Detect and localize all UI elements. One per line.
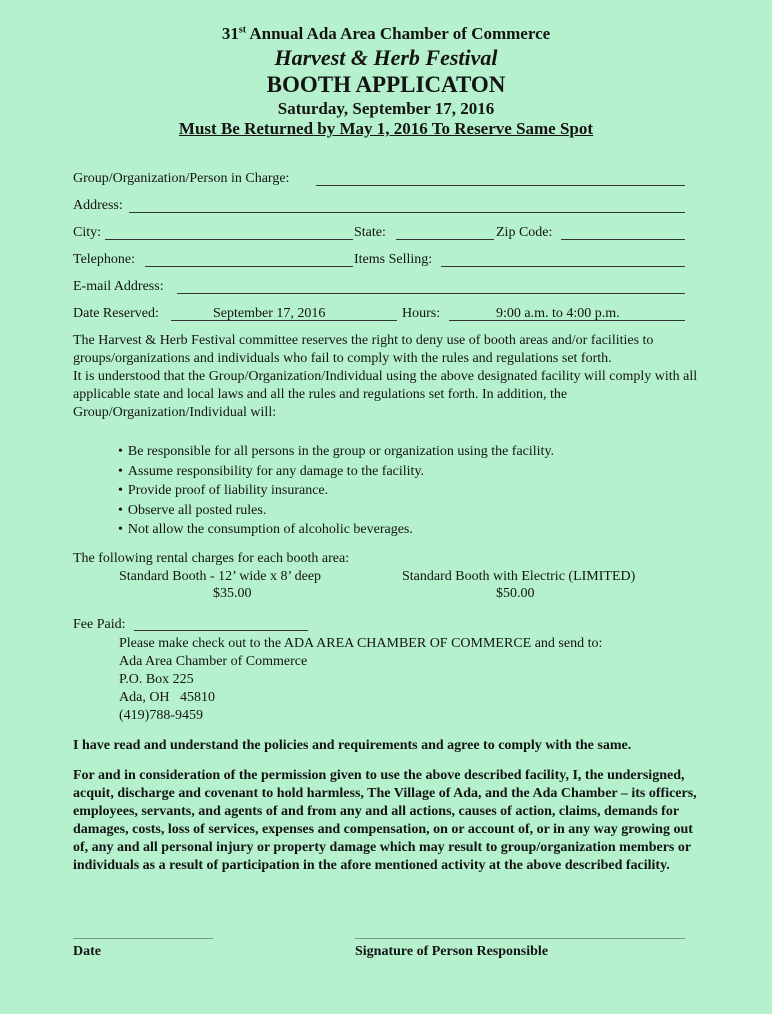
zip-label: Zip Code: bbox=[496, 225, 553, 240]
fee-paid-field[interactable] bbox=[134, 630, 308, 631]
electric-booth-price: $50.00 bbox=[496, 586, 535, 601]
policy-text bbox=[73, 332, 698, 422]
policy-paragraph-rights: The Harvest & Herb Festival committee reserves the right to deny use of booth areas and/or facilities to groups/organizations and individuals who fail to comply with the rules and regulations set forth. bbox=[73, 333, 654, 366]
mailing-address-line: P.O. Box 225 bbox=[119, 672, 194, 687]
event-date: Saturday, September 17, 2016 bbox=[277, 99, 495, 118]
signature-label: Signature of Person Responsible bbox=[355, 944, 549, 959]
city-field[interactable] bbox=[105, 239, 353, 240]
standard-booth-price: $35.00 bbox=[213, 586, 252, 601]
state-label: State: bbox=[354, 225, 386, 240]
annual-ordinal: 31 bbox=[221, 24, 239, 43]
signature-line[interactable] bbox=[355, 938, 685, 939]
chamber-name: Annual Ada Area Chamber of Commerce bbox=[246, 24, 551, 43]
charges-intro: The following rental charges for each booth area: bbox=[73, 551, 350, 566]
address-field[interactable] bbox=[129, 212, 685, 213]
telephone-label: Telephone: bbox=[73, 252, 135, 267]
city-label: City: bbox=[73, 225, 102, 240]
group-label: Group/Organization/Person in Charge: bbox=[73, 171, 290, 186]
state-field[interactable] bbox=[396, 239, 494, 240]
rule-item: • Be responsible for all persons in the group or organization using the facility. bbox=[118, 442, 554, 462]
mailing-address-line: Ada, OH 45810 bbox=[119, 690, 216, 705]
city-state-zip-row bbox=[73, 223, 685, 243]
address-label: Address: bbox=[73, 198, 123, 213]
policy-paragraph-compliance: It is understood that the Group/Organization/Individual using the above designated facility will comply with all applicable state and local laws and all the rules and regulations set forth. In addition, the Group/Organization/Individual will: bbox=[73, 369, 698, 420]
items-selling-label: Items Selling: bbox=[354, 252, 433, 267]
rule-item: • Assume responsibility for any damage to the facility. bbox=[118, 462, 554, 482]
email-row bbox=[73, 277, 685, 297]
chamber-annual-title bbox=[0, 24, 772, 44]
group-row bbox=[73, 169, 685, 189]
group-field[interactable] bbox=[316, 185, 685, 186]
date-reserved-value: September 17, 2016 bbox=[213, 306, 326, 321]
date-signature-line[interactable] bbox=[73, 938, 213, 939]
date-reserved-label: Date Reserved: bbox=[73, 306, 159, 321]
rule-item: • Not allow the consumption of alcoholic beverages. bbox=[118, 520, 554, 540]
payment-instruction: Please make check out to the ADA AREA CHAMBER OF COMMERCE and send to: bbox=[119, 636, 603, 651]
annual-ordinal-suffix: st bbox=[238, 24, 247, 36]
phone-number: (419)788-9459 bbox=[119, 708, 203, 723]
fee-paid-label: Fee Paid: bbox=[73, 617, 126, 632]
return-notice: Must Be Returned by May 1, 2016 To Reserve Same Spot bbox=[178, 119, 594, 138]
mailing-address-line: Ada Area Chamber of Commerce bbox=[119, 654, 308, 669]
items-selling-field[interactable] bbox=[441, 266, 685, 267]
date-signature-label: Date bbox=[73, 944, 101, 959]
rule-item: • Provide proof of liability insurance. bbox=[118, 481, 554, 501]
rules-list bbox=[118, 442, 554, 540]
agreement-statement: I have read and understand the policies and requirements and agree to comply with the same. bbox=[73, 738, 632, 753]
standard-booth-label: Standard Booth - 12’ wide x 8’ deep bbox=[119, 569, 322, 584]
release-statement: For and in consideration of the permission given to use the above described facility, I, the undersigned, acquit, discharge and covenant to hold harmless, The Village of Ada, and the Ada Chamber – its officers, employees, servants, and agents of and from any and all actions, causes of action, claims, demands for damages, costs, loss of services, expenses and compensation, on or account of, or in any way growing out of, any and all personal injury or property damage which may result to group/organization members or individuals as a result of participation in the afore mentioned activity at the above described facility. bbox=[73, 768, 697, 874]
date-hours-row bbox=[73, 304, 685, 324]
telephone-items-row bbox=[73, 250, 685, 270]
hours-value: 9:00 a.m. to 4:00 p.m. bbox=[496, 306, 620, 321]
telephone-field[interactable] bbox=[145, 266, 353, 267]
zip-field[interactable] bbox=[561, 239, 685, 240]
electric-booth-label: Standard Booth with Electric (LIMITED) bbox=[402, 569, 636, 584]
form-header bbox=[0, 24, 772, 139]
form-title: BOOTH APPLICATON bbox=[266, 72, 506, 97]
email-label: E-mail Address: bbox=[73, 279, 164, 294]
festival-name: Harvest & Herb Festival bbox=[274, 45, 498, 70]
address-row bbox=[73, 196, 685, 216]
email-field[interactable] bbox=[177, 293, 685, 294]
hours-label: Hours: bbox=[402, 306, 441, 321]
rule-item: • Observe all posted rules. bbox=[118, 501, 554, 521]
